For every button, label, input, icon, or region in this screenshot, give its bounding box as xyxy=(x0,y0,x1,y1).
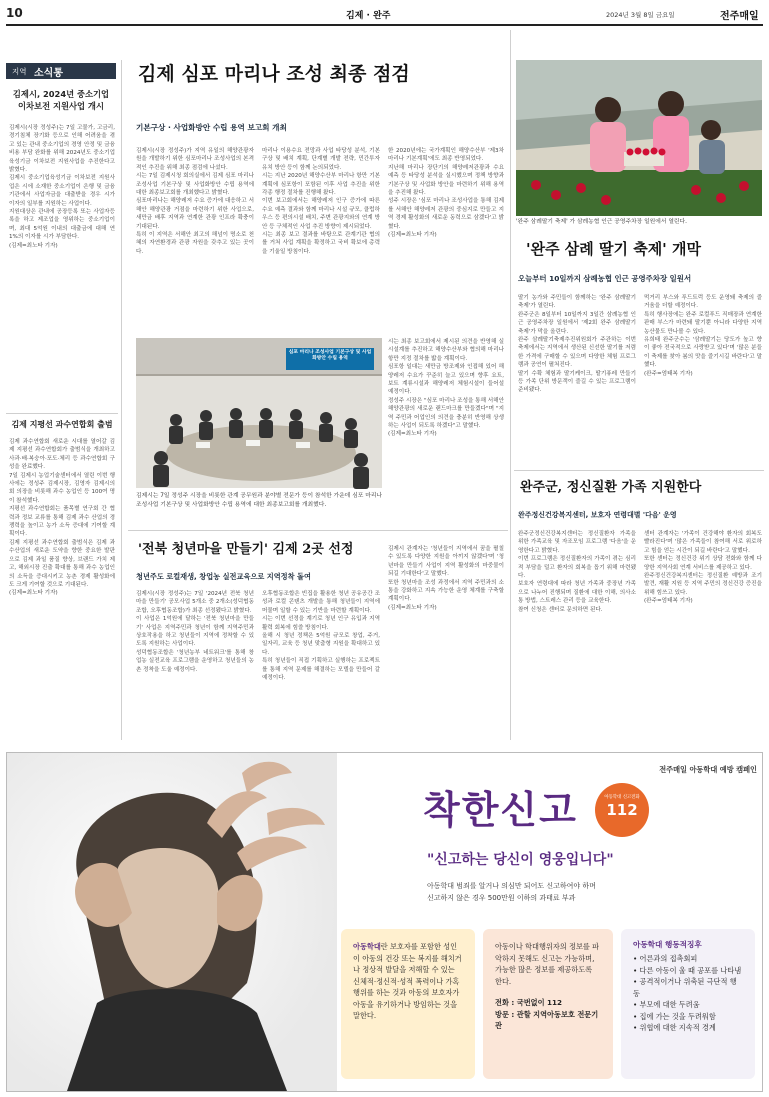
article2-col1: 김제시(시장 정성주)는 7일 '2024년 전북 청년마을 만들기' 공모사업 5개소 중 2개소(성덕협동조합, 오후협동조합)가 최종 선정됐다고 밝혔다. 이 사업은 1억원에 달하는 '전북 청년마을 만들기' 사업은 지역주민과 청년이 함께 지역주민과 상호작용을 하고 청년들이 지역에 정착할 수 있도록 지원하는 사업이다. 성덕협동조합은 '청년농부 네트워크'를 통해 창업농 실전교육 프로그램을 운영하고 청년들의 농촌 정착을 도울 예정이다. xyxy=(136,591,254,673)
ad-box-definition xyxy=(341,929,475,1079)
strawberry-photo xyxy=(516,60,762,216)
sidebar-rule xyxy=(121,60,122,740)
ad-box3-item-5: • 위협에 대한 지속적 경계 xyxy=(633,1023,716,1032)
main-subhead: 기본구상 · 사업화방안 수립 용역 보고회 개최 xyxy=(136,123,287,132)
ad-slogan: "신고하는 당신이 영웅입니다" xyxy=(427,852,614,868)
meeting-photo-banner: 심포 마리나 조성사업 기본구상 및 사업화방안 수립 용역 xyxy=(288,350,372,361)
article3-col1: 딸기 농가와 주민들이 함께하는 '완주 삼례딸기 축제'가 열린다. 완주군은 8일부터 10일까지 3일간 삼례농협 인근 공영주차장 일원에서 '제2회 완주 삼례딸기 축제'가 막을 올린다. 완주 삼례딸기축제추진위원회가 주관하는 이번 축제에서는 지역에서 생산된 신선한 딸기를 저렴한 가격에 구매할 수 있으며 다양한 체험 프로그램과 공연이 펼쳐진다. 딸기 수확 체험과 딸기케이크, 딸기퓨레 만들기 등 가족 단위 방문객이 즐길 수 있는 프로그램이 준비됐다. xyxy=(518,295,636,394)
main-col2: 마리나 이용수요 전망과 사업 타당성 분석, 기본구상 및 배치 계획, 단계별 개발 전략, 민간투자 유치 방안 등이 함께 논의되었다. 시는 지난 2020년 해양수산부 마리나 항만 기본계획에 심포항이 포함된 이후 사업 추진을 위한 각종 행정 절차를 진행해 왔다. 이번 보고회에서는 해양레저 인구 증가에 따른 수요 예측 결과와 함께 마리나 시설 규모, 클럽하우스 등 편의시설 배치, 주변 관광지와의 연계 방안 등 구체적인 사업 추진 방향이 제시되었다. 시는 최종 보고 결과를 바탕으로 관계기관 협의를 거쳐 사업 계획을 확정하고 국비 확보에 총력을 기울일 방침이다. xyxy=(262,148,380,255)
ad-frame xyxy=(6,752,763,1092)
ad-box2-value1: 국번없이 112 xyxy=(516,998,563,1007)
page-header xyxy=(6,6,763,26)
sidebar-tag-news: 소식통 xyxy=(34,68,63,79)
article2-col3: 김제시 관계자는 '청년들이 지역에서 꿈을 펼칠 수 있도록 다양한 지원을 아끼지 않겠다'며 '청년마을 만들기 사업이 지역 활성화의 마중물이 되길 기대한다'고 말했다. 또한 청년마을 조성 과정에서 지역 주민과의 소통을 강화하고 지속 가능한 운영 체계를 구축할 계획이다. (김제=최노타 기자) xyxy=(388,546,504,611)
section-name: 김제 · 완주 xyxy=(346,11,391,21)
article4-col2: 센터 관계자는 '가족이 건강해야 환자의 회복도 빨라진다'며 '많은 가족들이 참여해 서로 위로하고 힘을 얻는 시간이 되길 바란다'고 말했다. 또한 센터는 정신건강 위기 상담 전화와 함께 다양한 지역사회 연계 서비스를 제공하고 있다. 완주정신건강복지센터는 정신질환 예방과 조기 발견, 재활 지원 등 지역 주민의 정신건강 증진을 위해 힘쓰고 있다. (완주=엄태복 기자) xyxy=(644,531,762,605)
ad-illustration xyxy=(7,753,337,1091)
article2-subhead: 청년주도 로컬재생, 창업농 실전교육으로 지역정착 돌여 xyxy=(136,572,311,581)
main-col3-continued: 시는 최종 보고회에서 제시된 의견을 반영해 실시설계를 추진하고 해양수산부와 협의해 마리나 항만 지정 절차를 밟을 계획이다. 심포항 일대는 새만금 방조제와 인접해 있어 해양레저 수요가 꾸준히 늘고 있으며 향후 요트, 보트 계류시설과 해양레저 체험시설이 들어설 예정이다. 정성주 시장은 "심포 마리나 조성을 통해 서해안 해양관광의 새로운 랜드마크를 만들겠다"며 "지역 주민과 어업인의 의견을 충분히 반영해 상생하는 사업이 되도록 하겠다"고 말했다. (김제=최노타 기자) xyxy=(388,339,504,438)
ad-desc-line1: 아동학대 범죄를 알거나 의심만 되어도 신고하여야 하며 xyxy=(427,882,596,890)
article4-col1: 완주군정신건강복지센터는 정신질환자 가족을 위한 가족교육 및 자조모임 프로그램 '다음'을 운영한다고 밝혔다. 이번 프로그램은 정신질환자의 가족이 겪는 심리적 부담을 덜고 환자의 회복을 돕기 위해 마련됐다. 보호자 연령대에 따라 청년 가족과 중장년 가족으로 나누어 진행되며 질환에 대한 이해, 의사소통 방법, 스트레스 관리 등을 교육한다. 참여 신청은 센터로 문의하면 된다. xyxy=(518,531,636,613)
sidebar-item2-body: 김제 과수연합회 새로운 시대를 열어갈 김제 지평선 과수연합회가 출범식을 개최하고 사과·배·복숭아·포도·체리 등 과수연합회 구성을 완료했다. 7일 김제시 농업기술센터에서 열린 이번 행사에는 정성주 김제시장, 김영자 김제시의회 의장을 비롯해 과수 농업인 등 100여 명이 참석했다. 지평선 과수연합회는 품목별 연구회 간 협력과 정보 교류를 통해 김제 과수 산업의 경쟁력을 높이고 농가 소득 증대에 기여할 계획이다. 김제 지평선 과수연합회 출범식은 김제 과수산업의 새로운 도약을 향한 중요한 발판으로 김제 과일 품질 향상, 브랜드 가치 제고, 해외시장 진출 확대를 통해 과수 농업인의 소득을 증대시키고 농촌 경제 활성화에도 크게 기여할 것으로 기대된다. (김제=최노타 기자) xyxy=(9,439,115,597)
ad-campaign: 전주매일 아동학대 예방 캠페인 xyxy=(659,765,757,774)
ad-logo: 착한신고 xyxy=(423,788,578,832)
sidebar-item1-body: 김제시(시장 정성주)는 7일 고물가, 고금리, 경기침체 장기화 등으로 인해 어려움을 겪고 있는 관내 중소기업의 경영 안정 및 금융 비용 부담 완화를 위해 2024년도 중소기업육성기금 이차보전 지원사업을 추진한다고 밝혔다. 김제시 중소기업육성기금 이차보전 지원사업은 시에 소재한 중소기업이 은행 및 금융기관에서 사업자금을 대출받을 경우 시가 이자의 일부를 지원하는 사업이다. 지원대상은 관내에 공장등록 또는 사업자등록을 하고 제조업을 영위하는 중소기업이며, 최대 5억원 이내의 대출금에 대해 연 1%의 이자를 시가 부담한다. (김제=최노타 기자) xyxy=(9,125,115,249)
ad-box3-item-2: • 공격적이거나 위축된 극단적 행동 xyxy=(633,977,737,998)
article-divider-2 xyxy=(514,470,764,471)
ad-box1-title: 아동학대 xyxy=(353,942,381,951)
main-headline: 김제 심포 마리나 조성 최종 점검 xyxy=(138,63,410,85)
sidebar-divider xyxy=(6,413,118,414)
article4-headline: 완주군, 정신질환 가족 지원한다 xyxy=(520,480,702,495)
main-col1: 김제시(시장 정성주)가 지역 유일의 해양관광자원을 개발하기 위한 심포마리나 조성사업의 본격적인 추진을 위해 최종 점검에 나섰다. 시는 7일 김제시청 회의실에서 김제 심포 마리나 조성사업 기본구상 및 사업화방안 수립 용역에 대한 최종보고회를 개최했다고 밝혔다. 심포마리나는 해양레저 수요 증가에 대응하고 서해안 해양관광 거점을 마련하기 위한 사업으로, 새만금 배후 지역과 연계한 관광 인프라 확충이 기대된다. 특히 이 지역은 서해안 최고의 해넘이 명소로 천혜의 자연환경과 관광 자원을 갖추고 있는 곳이다. xyxy=(136,148,254,255)
meeting-photo xyxy=(136,338,382,488)
column-rule xyxy=(510,30,511,740)
article4-subhead: 완주정신건강복지센터, 보호자 연령대별 '다음' 운영 xyxy=(518,511,677,519)
ad-box-signs xyxy=(621,929,755,1079)
ad-badge-top: 아동학대 신고전화 xyxy=(604,795,640,800)
ad-desc-line2: 신고하지 않은 경우 500만원 이하의 과태료 부과 xyxy=(427,894,576,902)
ad-badge xyxy=(595,783,649,837)
ad-box2-label1: 전화 : xyxy=(495,998,515,1007)
sidebar-item1-title-line2: 이차보전 지원사업 개시 xyxy=(18,101,104,111)
article3-subhead: 오늘부터 10일까지 삼례농협 인근 공영주차장 일원서 xyxy=(518,274,692,283)
ad-box3-item-4: • 집에 가는 것을 두려워함 xyxy=(633,1011,716,1021)
sidebar-tag-region: 지역 xyxy=(12,67,27,76)
sidebar-item2-title: 김제 지평선 과수연합회 출범 xyxy=(11,420,113,429)
strawberry-photo-illustration xyxy=(516,60,762,216)
ad-box3-item-3: • 부모에 대한 두려움 xyxy=(633,1000,700,1009)
ad-box-report xyxy=(483,929,613,1079)
article3-col2: 먹거리 부스와 푸드트럭 등도 운영돼 축제의 즐거움을 더할 예정이다. 특히 행사장에는 완주 로컬푸드 직매장과 연계한 판매 부스가 마련돼 딸기뿐 아니라 다양한 지역 농산물도 만나볼 수 있다. 유희태 완주군수는 '삼례딸기는 당도가 높고 향이 좋아 전국적으로 사랑받고 있다'며 '많은 분들이 축제를 찾아 봄의 맛을 즐기시길 바란다'고 말했다. (완주=엄태복 기자) xyxy=(644,295,762,377)
ad-box2-text: 아동이나 학대행위자의 정보를 파악하지 못해도 신고는 가능하며, 가능한 많은 정보를 제공하도록 한다. xyxy=(495,942,600,986)
page-number: 10 xyxy=(6,6,23,20)
article2-headline: '전북 청년마을 만들기' 김제 2곳 선정 xyxy=(138,542,354,557)
ad-box3-item-0: • 어른과의 접촉회피 xyxy=(633,954,698,963)
header-rule xyxy=(6,24,763,26)
ad-badge-number: 112 xyxy=(606,801,638,819)
strawberry-photo-caption: '완주 삼례딸기 축제' 가 삼례농협 인근 공영주차장 일원에서 열린다. xyxy=(516,219,687,225)
sidebar-tag xyxy=(6,63,116,79)
sidebar-item1-title xyxy=(10,88,112,112)
main-col3: 한 2020년에는 국가계획인 해양수산부 '제3차 마리나 기본계획'에도 최종 반영되었다. 지난해 마리나 장단기의 해양레저관광과 수요 예측 등 타당성 분석을 실시했으며 정책 방향과 기본구상 및 사업화 방안을 마련하기 위해 용역을 추진해 왔다. 성주 시장은 '심포 마리나 조성사업을 통해 김제를 서해안 해양레저 관광의 중심지로 만들고 지역 경제 활성화의 새로운 동력으로 삼겠다'고 밝혔다. (김제=최노타 기자) xyxy=(388,148,504,239)
ad-box1-text: 란 보호자를 포함한 성인이 아동의 건강 또는 복지를 해치거나 정상적 발달을 저해할 수 있는 신체적·정신적·성적 폭력이나 가혹행위를 하는 것과 아동의 보호자가 아동을 유기하거나 방임하는 것을 말한다. xyxy=(353,942,462,1020)
article2-col2: 오후협동조합은 빈집을 활용한 청년 공유공간 조성과 로컬 콘텐츠 개발을 통해 청년들이 지역에 머물며 일할 수 있는 기반을 마련할 계획이다. 시는 이번 선정을 계기로 청년 인구 유입과 지역 활력 회복에 힘쓸 방침이다. 올해 시 청년 정책은 5억원 규모로 창업, 주거, 일자리, 교육 등 청년 맞춤형 지원을 확대하고 있다. 특히 청년들이 직접 기획하고 실행하는 프로젝트를 통해 지역 문제를 해결하는 모델을 만들어 갈 예정이다. xyxy=(262,591,380,682)
meeting-photo-caption: 김제시는 7일 정성주 시장을 비롯한 관계 공무원과 분야별 전문가 등이 참석한 가운데 심포 마리나 조성사업 기본구상 및 사업화방안 수립 용역에 대한 최종보고회를 개최했다. xyxy=(136,493,383,508)
ad-box3-item-1: • 다른 아동이 울 때 공포를 나타냄 xyxy=(633,965,742,975)
ad-box3-title: 아동학대 행동적징후 xyxy=(633,940,702,949)
ad-box2-value2: 관할 지역아동보호 전문기관 xyxy=(495,1009,599,1030)
issue-date: 2024년 3월 8일 금요일 xyxy=(606,11,675,19)
sidebar-item1-title-line1: 김제시, 2024년 중소기업 xyxy=(12,89,110,99)
ad-box2-label2: 방문 : xyxy=(495,1009,515,1019)
paper-name: 전주매일 xyxy=(720,11,759,22)
article-divider-1 xyxy=(128,530,508,531)
article3-headline: '완주 삼례 딸기 축제' 개막 xyxy=(526,240,701,258)
